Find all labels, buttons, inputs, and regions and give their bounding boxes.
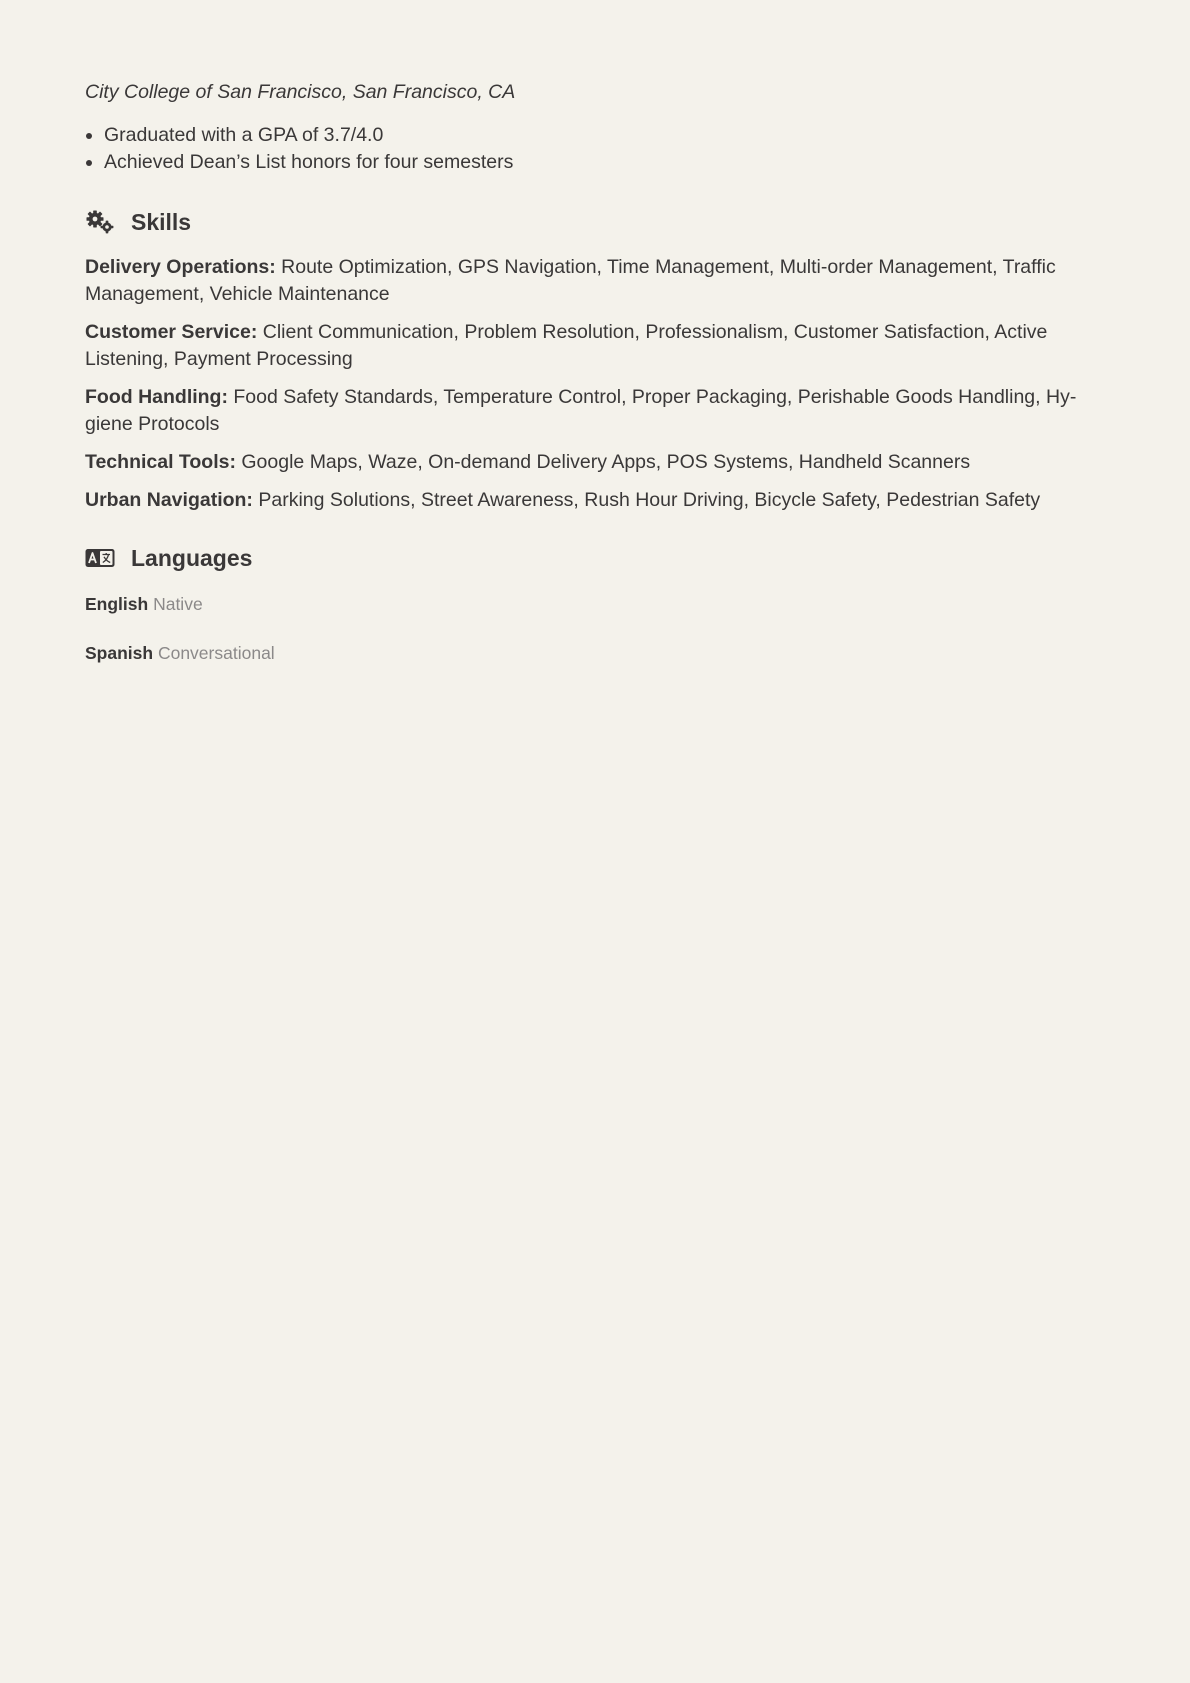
- skill-row: [85, 384, 1105, 438]
- skill-value: Client Communication, Problem Resolution, Professionalism, Customer Satisfaction, Active Listening, Payment Processing: [85, 321, 1048, 370]
- skill-row: [85, 254, 1105, 308]
- education-institution: City College of San Francisco, San Francisco, CA: [85, 81, 516, 103]
- skill-value: Parking Solutions, Street Awareness, Rush Hour Driving, Bicycle Safety, Pedestrian Safety: [258, 489, 1041, 511]
- languages-section-header: [85, 540, 1105, 576]
- skill-row: [85, 487, 1105, 514]
- highlight-item: • Achieved Dean’s List honors for four semesters: [104, 149, 1105, 176]
- skill-value: Route Optimization, GPS Navigation, Time Management, Multi-order Management, Traffic Management, Vehicle Maintenance: [85, 256, 1056, 305]
- skill-value: Food Safety Standards, Temperature Control, Proper Packaging, Perishable Goods Handling, Hy-giene Protocols: [85, 386, 1077, 435]
- language-row: [85, 592, 1105, 616]
- language-icon: [85, 546, 115, 570]
- education-highlights: [85, 122, 1105, 176]
- skill-label: Delivery Operations:: [85, 256, 276, 278]
- skill-value: Google Maps, Waze, On-demand Delivery Apps, POS Systems, Handheld Scanners: [241, 451, 971, 473]
- language-level: Conversational: [157, 643, 275, 663]
- skill-row: [85, 319, 1105, 373]
- language-row: [85, 641, 1105, 665]
- skill-label: Technical Tools:: [85, 451, 236, 473]
- skills-section-header: [85, 204, 1105, 240]
- languages-title: Languages: [131, 545, 253, 571]
- language-name: Spanish: [85, 643, 154, 663]
- language-name: English: [85, 594, 149, 614]
- skill-row: [85, 449, 1105, 476]
- skill-label: Urban Navigation:: [85, 489, 253, 511]
- skills-title: Skills: [131, 209, 192, 235]
- skill-label: Food Handling:: [85, 386, 228, 408]
- highlight-item: • Graduated with a GPA of 3.7/4.0: [104, 122, 1105, 149]
- skill-label: Customer Service:: [85, 321, 258, 343]
- languages-list: [85, 592, 1105, 665]
- language-level: Native: [153, 594, 203, 614]
- skills-list: [85, 254, 1105, 514]
- gears-icon: [85, 210, 115, 234]
